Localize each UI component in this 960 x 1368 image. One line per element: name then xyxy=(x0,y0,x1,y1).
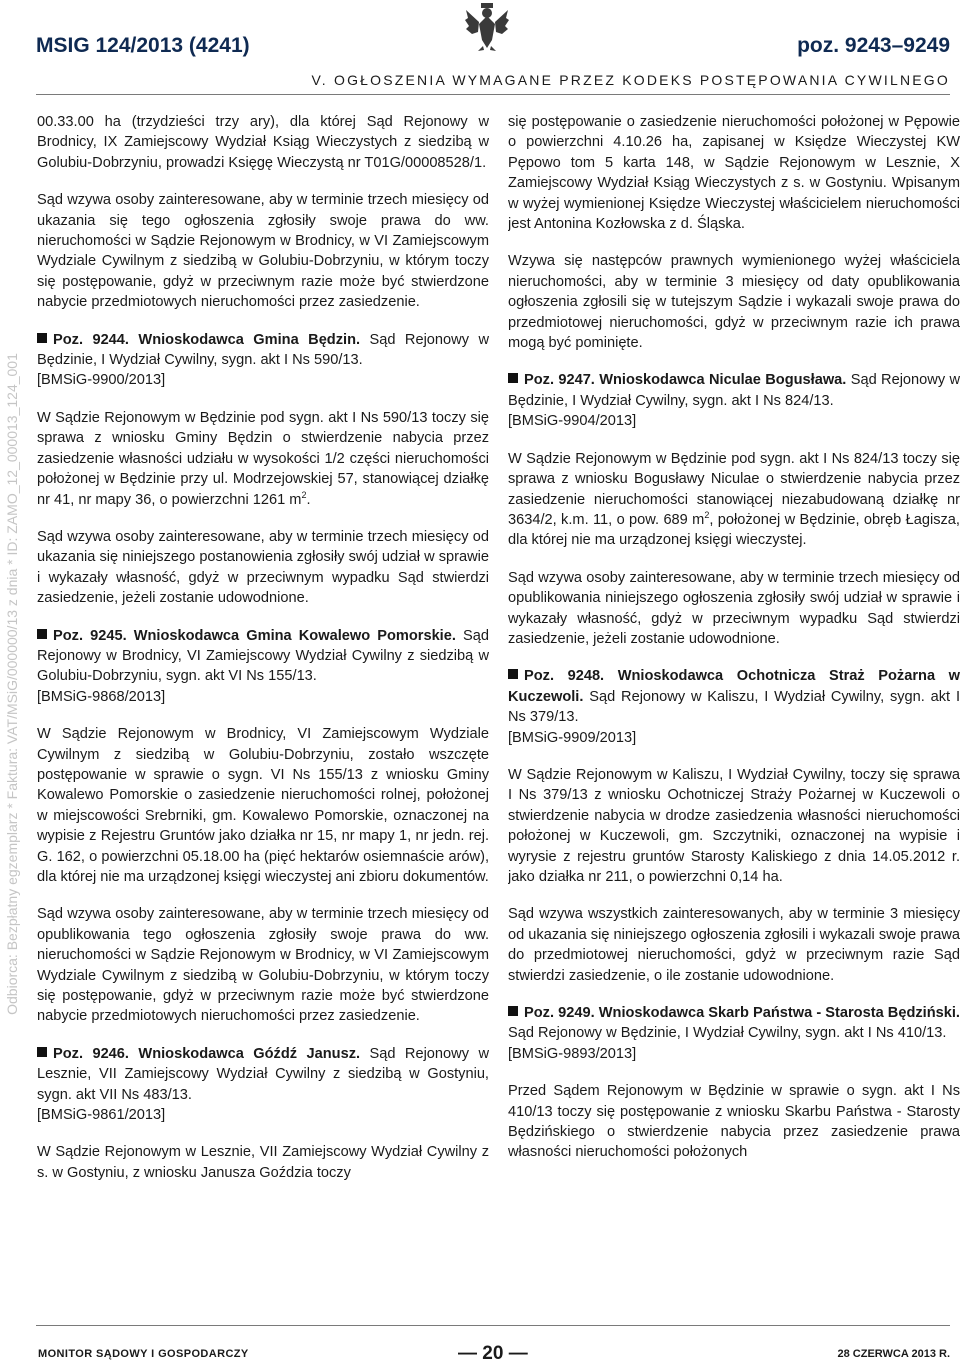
bullet-square-icon xyxy=(508,373,518,383)
notice-body: Sąd wzywa osoby zainteresowane, aby w terminie trzech miesięcy od opublikowania tego ogłoszenia zgłosiły swoje prawa do ww. nieruchomości w Sądzie Rejonowym w Brodnicy, w VI Zamiejscowym Wydziale Cywilnym z siedzibą w Golubiu-Dobrzyniu, w którym toczy się postępowanie, gdyż w przeciwnym razie może być stwierdzone nabycie przedmiotowych nieruchomości przez zasiedzenie. xyxy=(37,906,489,1025)
notice-body: Sąd wzywa osoby zainteresowane, aby w terminie trzech miesięcy od opublikowania niniejszego ogłoszenia zgłosiły swój udział w sprawie i wykazały własność, gdyż w przeciwnym wypadku Sąd stwierdzi zasiedzenie, jeżeli zostanie udowodnione. xyxy=(508,569,960,647)
notice-heading-9247: Poz. 9247. Wnioskodawca Niculae Bogusława. Sąd Rejonowy w Będzinie, I Wydział Cywilny, sygn. akt I Ns 824/13. xyxy=(508,372,960,409)
notice-heading-9244: Poz. 9244. Wnioskodawca Gmina Będzin. Sąd Rejonowy w Będzinie, I Wydział Cywilny, sygn. akt I Ns 590/13. xyxy=(37,331,489,369)
notice-ref: [BMSiG-9904/2013] xyxy=(508,413,637,430)
notice-body: W Sądzie Rejonowym w Będzinie pod sygn. akt I Ns 824/13 toczy się sprawa z wniosku Bogusławy Niculae o stwierdzenie nabycia przez zasiedzenie nieruchomości stanowiącej niezabudowaną działkę nr 3634/2, k.m. 11, o pow. 689 $m^2$, położonej w Będzinie, obręb Łagisza, dla której nie ma urządzonej księgi wieczystej. xyxy=(508,450,960,549)
right-column xyxy=(508,112,960,1307)
notice-body: Przed Sądem Rejonowym w Będzinie w sprawie o sygn. akt I Ns 410/13 toczy się postępowanie z wniosku Skarbu Państwa - Starosty Będzińskiego o stwierdzenie nabycia przez zasiedzenie prawa własności nieruchomości położonych xyxy=(508,1083,960,1161)
notice-body: Sąd wzywa wszystkich zainteresowanych, aby w terminie 3 miesięcy od ukazania się niniejszego ogłoszenia zgłosili i wykazali swoje prawa do przedmiotowej nieruchomości, gdyż w przeciwnym razie Sąd stwierdzi zasiedzenie, o ile zostanie udowodnione. xyxy=(508,906,960,984)
notice-heading-9245: Poz. 9245. Wnioskodawca Gmina Kowalewo Pomorskie. Sąd Rejonowy w Brodnicy, VI Zamiejscowy Wydział Cywilny z siedzibą w Golubiu-Dobrzyniu, sygn. akt VI Ns 155/13. xyxy=(37,627,489,685)
notice-ref: [BMSiG-9909/2013] xyxy=(508,729,637,746)
continuation-paragraph: 00.33.00 ha (trzydzieści trzy ary), dla której Sąd Rejonowy w Brodnicy, IX Zamiejscowy Wydział Ksiąg Wieczystych z siedzibą w Golubiu-Dobrzyniu, prowadzi Księgę Wieczystą nr T01G/00008528/1. xyxy=(37,114,489,171)
bullet-square-icon xyxy=(37,1047,47,1057)
positions-range: poz. 9243–9249 xyxy=(797,34,950,57)
side-watermark: Odbiorca: Bezpłatny egzemplarz * Faktura: VAT/MSiG/000000/13 z dnia * ID: ZAMO_12_000013_124_001 xyxy=(4,353,20,1015)
continuation-paragraph: Sąd wzywa osoby zainteresowane, aby w terminie trzech miesięcy od ukazania się tego ogłoszenia zgłosiły swoje prawa do ww. nieruchomości w Sądzie Rejonowym w Brodnicy, w VI Zamiejscowym Wydziale Cywilnym z siedzibą w Golubiu-Dobrzyniu, w którym toczy się postępowanie, gdyż w przeciwnym razie może być stwierdzone nabycie przedmiotowych nieruchomości przez zasiedzenie. xyxy=(37,192,489,311)
notice-body: W Sądzie Rejonowym w Lesznie, VII Zamiejscowy Wydział Cywilny z s. w Gostyniu, z wniosku Janusza Goździa toczy xyxy=(37,1144,489,1181)
bullet-square-icon xyxy=(508,669,518,679)
notice-ref: [BMSiG-9893/2013] xyxy=(508,1045,637,1062)
notice-body: W Sądzie Rejonowym w Brodnicy, VI Zamiejscowym Wydziale Cywilnym z siedzibą w Golubiu-Dobrzyniu, zostało wszczęte postępowanie w sprawie o sygn. VI Ns 155/13 z wniosku Gminy Kowalewo Pomorskie o zasiedzenie nieruchomości rolnej, położonej w miejscowości Srebrniki, gm. Kowalewo Pomorskie, oznaczonej na wypisie z Rejestru Gruntów jako działka nr 15, nr mapy 1, nr jedn. rej. G. 162, o powierzchni 05.18.00 ha (pięć hektarów osiemnaście arów), dla której nie ma urządzonej księgi wieczystej ani zbioru dokumentów. xyxy=(37,726,489,885)
header-divider xyxy=(36,94,950,95)
publication-date: 28 CZERWCA 2013 R. xyxy=(837,1348,950,1360)
bullet-square-icon xyxy=(508,1006,518,1016)
continuation-paragraph: się postępowanie o zasiedzenie nieruchomości położonej w Pępowie o powierzchni 4.10.26 ha, zapisanej w Księdze Wieczystej KW Pępowo tom 5 karta 148, w Sądzie Rejonowym w Lesznie, X Zamiejscowy Wydział Ksiąg Wieczystych z s. w Gostyniu. Wpisanym w wyżej wymienionej Księdze Wieczystej właścicielem nieruchomości jest Antonina Kozłowska z d. Śląska. xyxy=(508,114,960,233)
continuation-paragraph: Wzywa się następców prawnych wymienionego wyżej właściciela nieruchomości, aby w terminie 3 miesięcy od daty opublikowania ogłoszenia zgłosili się w tutejszym Sądzie i wykazali swoje prawa do przedmiotowej nieruchomości, gdyż w przeciwnym razie ich prawa mogą być pominięte. xyxy=(508,253,960,352)
notice-ref: [BMSiG-9861/2013] xyxy=(37,1107,166,1124)
bullet-square-icon xyxy=(37,629,47,639)
notice-body: W Sądzie Rejonowym w Będzinie pod sygn. akt I Ns 590/13 toczy się sprawa z wniosku Gminy Będzin o stwierdzenie nabycia przez zasiedzenie własności udziału w wysokości 1/2 części nieruchomości położonej w Będzinie przy ul. Modrzejowskiej 57, stanowiącej działkę nr 41, nr mapy 36, o powierzchni 1261 $m^2$. xyxy=(37,409,489,508)
notice-body: W Sądzie Rejonowym w Kaliszu, I Wydział Cywilny, toczy się sprawa I Ns 379/13 z wniosku Ochotniczej Straży Pożarnej w Kuczewoli o stwierdzenie nabycia w drodze zasiedzenia własności nieruchomości położonej w Kuczewoli, gm. Szczytniki, oznaczonej na wypisie i wyrysie z rejestru gruntów Starosty Kaliskiego z dnia 14.05.2012 r. jako działka nr 211, o powierzchni 0,14 ha. xyxy=(508,766,960,885)
section-title: V. OGŁOSZENIA WYMAGANE PRZEZ KODEKS POSTĘPOWANIA CYWILNEGO xyxy=(311,72,950,88)
notice-ref: [BMSiG-9868/2013] xyxy=(37,688,166,705)
bullet-square-icon xyxy=(37,333,47,343)
notice-body: Sąd wzywa osoby zainteresowane, aby w terminie trzech miesięcy od ukazania się niniejszego postanowienia zgłosiły swój udział w sprawie i wykazały własność, gdyż w przeciwnym wypadku Sąd stwierdzi zasiedzenie, jeżeli zostanie udowodnione. xyxy=(37,528,489,607)
left-column xyxy=(37,112,489,1307)
publication-name: MONITOR SĄDOWY I GOSPODARCZY xyxy=(38,1348,249,1360)
footer-divider xyxy=(36,1325,950,1326)
notice-heading-9249: Poz. 9249. Wnioskodawca Skarb Państwa - Starosta Będziński. Sąd Rejonowy w Będzinie, I Wydział Cywilny, sygn. akt I Ns 410/13. xyxy=(508,1005,960,1042)
polish-eagle-icon xyxy=(464,2,510,52)
issue-number: MSIG 124/2013 (4241) xyxy=(36,34,250,57)
page-number: — 20 — xyxy=(458,1343,528,1364)
notice-ref: [BMSiG-9900/2013] xyxy=(37,372,166,389)
notice-heading-9248: Poz. 9248. Wnioskodawca Ochotnicza Straż Pożarna w Kuczewoli. Sąd Rejonowy w Kaliszu, I Wydział Cywilny, sygn. akt I Ns 379/13. xyxy=(508,668,960,726)
notice-heading-9246: Poz. 9246. Wnioskodawca Góźdź Janusz. Sąd Rejonowy w Lesznie, VII Zamiejscowy Wydział Cywilny z siedzibą w Gostyniu, sygn. akt VII Ns 483/13. xyxy=(37,1045,489,1103)
